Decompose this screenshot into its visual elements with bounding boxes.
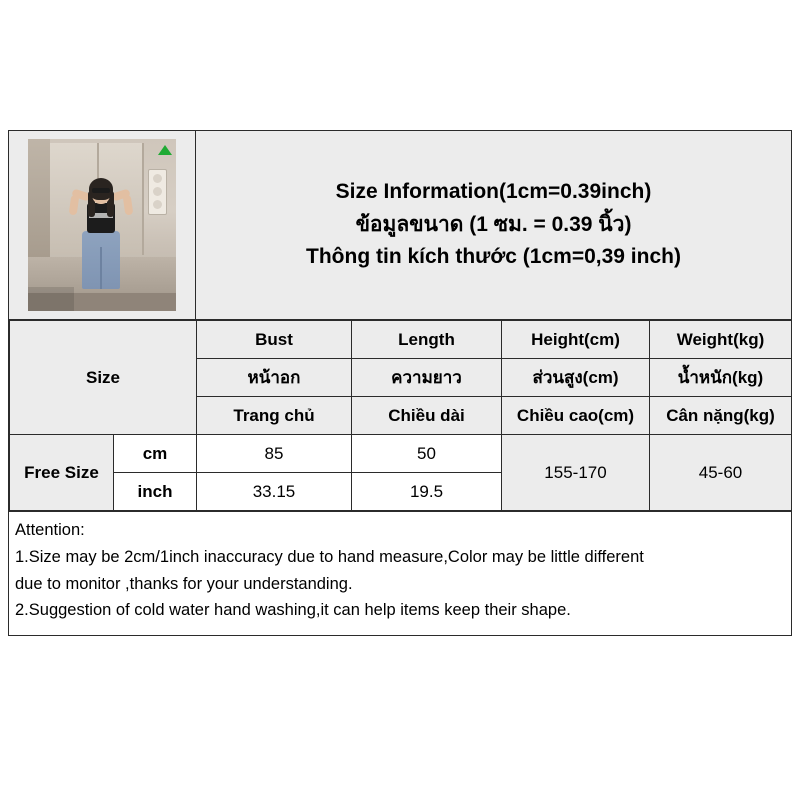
size-table [9, 320, 792, 511]
cell-height-range: 155-170 [502, 435, 650, 511]
col-header-height-en: Height(cm) [502, 321, 650, 359]
title-line-th: ข้อมูลขนาด (1 ซม. = 0.39 นิ้ว) [355, 212, 632, 236]
col-header-weight-vi: Cân nặng(kg) [650, 397, 792, 435]
title-line-en: Size Information(1cm=0.39inch) [335, 180, 652, 204]
green-corner-marker-icon [158, 145, 172, 155]
cell-weight-range: 45-60 [650, 435, 792, 511]
photo-wall-panel [148, 169, 167, 215]
title-block [196, 131, 791, 319]
col-header-length-vi: Chiều dài [352, 397, 502, 435]
cell-length-cm: 50 [352, 435, 502, 473]
photo-jeans-seam [100, 247, 102, 289]
model-photo [28, 139, 176, 311]
attention-title: Attention: [15, 521, 85, 539]
photo-cell [9, 131, 196, 319]
col-header-weight-en: Weight(kg) [650, 321, 792, 359]
cell-length-inch: 19.5 [352, 473, 502, 511]
cell-bust-inch: 33.15 [197, 473, 352, 511]
attention-block [9, 511, 791, 635]
size-label-cell: Size [10, 321, 197, 435]
header-band [9, 131, 791, 320]
table-row-header-en [10, 321, 792, 359]
col-header-bust-th: หน้าอก [197, 359, 352, 397]
title-line-vi: Thông tin kích thước (1cm=0,39 inch) [306, 245, 681, 269]
col-header-length-th: ความยาว [352, 359, 502, 397]
cell-bust-cm: 85 [197, 435, 352, 473]
row-unit-cm: cm [114, 435, 197, 473]
table-row-cm [10, 435, 792, 473]
col-header-height-th: ส่วนสูง(cm) [502, 359, 650, 397]
photo-shadow [28, 287, 74, 311]
attention-line-1: 1.Size may be 2cm/1inch inaccuracy due to hand measure,Color may be little different [15, 547, 644, 566]
col-header-height-vi: Chiều cao(cm) [502, 397, 650, 435]
col-header-bust-vi: Trang chủ [197, 397, 352, 435]
attention-line-3: 2.Suggestion of cold water hand washing,it can help items keep their shape. [15, 601, 571, 620]
col-header-bust-en: Bust [197, 321, 352, 359]
col-header-weight-th: น้ำหนัก(kg) [650, 359, 792, 397]
sunglasses-icon [92, 188, 110, 193]
photo-wall-left [28, 139, 50, 257]
col-header-length-en: Length [352, 321, 502, 359]
attention-line-2: due to monitor ,thanks for your understanding. [15, 574, 353, 593]
row-size-name: Free Size [10, 435, 114, 511]
size-chart-sheet [8, 130, 792, 636]
row-unit-inch: inch [114, 473, 197, 511]
